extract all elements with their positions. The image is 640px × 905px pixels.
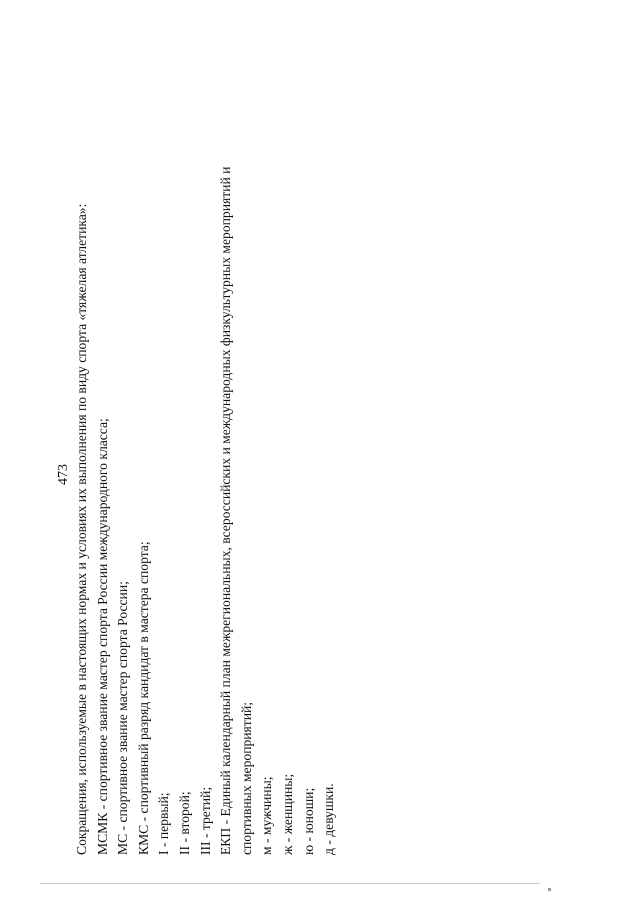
abbreviation-d: д - девушки. [321,783,337,855]
abbreviation-yu: ю - юноши; [300,787,316,855]
abbreviation-kms: КМС - спортивный разряд кандидат в мастера спорта; [135,541,151,855]
abbreviation-zh: ж - женщины; [279,773,295,855]
abbreviation-iii: III - третий; [197,786,213,855]
abbreviation-ekp: ЕКП - Единый календарный план межрегиональных, всероссийских и международных физкультурных мероприятий и [218,166,234,855]
abbreviation-i: I - первый; [156,792,172,855]
abbreviation-ms: МС - спортивное звание мастер спорта России; [115,581,131,855]
scan-edge-mark [548,888,551,891]
rotated-text-block [56,70,336,855]
abbreviations-list [72,167,340,855]
scan-edge-line [40,883,540,884]
abbreviation-ii: II - второй; [176,791,192,855]
page-number: 473 [56,464,71,485]
abbreviation-m: м - мужчины; [259,776,275,855]
abbreviations-intro: Сокращения, используемые в настоящих нормах и условиях их выполнения по виду спорта «тяжелая атлетика»: [74,203,89,855]
abbreviation-msmk: МСМК - спортивное звание мастер спорта России международного класса; [94,418,110,855]
abbreviation-ekp-continued: спортивных мероприятий; [238,701,254,855]
